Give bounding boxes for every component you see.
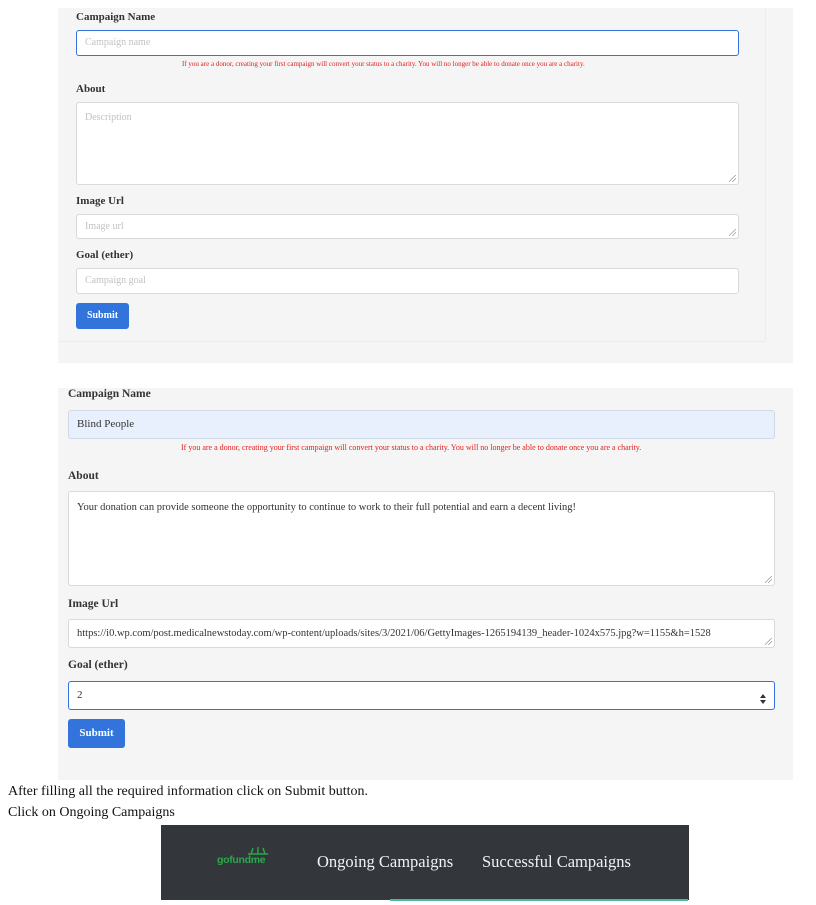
donor-warning-text: If you are a donor, creating your first campaign will convert your status to a charity. You will no longer be able to donate once you are a charity. [181,443,642,452]
goal-value: 2 [77,689,83,701]
image-url-placeholder: Image url [85,221,124,232]
goal-label: Goal (ether) [76,249,134,261]
campaign-name-label: Campaign Name [76,11,156,23]
nav-successful-campaigns[interactable]: Successful Campaigns [482,852,631,871]
submit-button[interactable]: Submit [68,719,125,748]
resize-handle-icon[interactable] [729,175,736,182]
navbar [161,825,689,900]
instruction-line-1: After filling all the required information click on Submit button. [8,784,369,799]
about-label: About [76,83,106,95]
campaign-form-filled [58,388,793,780]
navbar-accent-underline [390,899,688,901]
image-url-label: Image Url [76,195,124,207]
donor-warning-text: If you are a donor, creating your first campaign will convert your status to a charity. You will no longer be able to donate once you are a charity. [182,60,585,68]
resize-handle-icon[interactable] [765,576,772,583]
gofundme-logo[interactable] [217,851,291,869]
about-textarea[interactable] [76,102,739,185]
image-url-input[interactable] [76,214,739,239]
resize-handle-icon[interactable] [765,638,772,645]
image-url-value: https://i0.wp.com/post.medicalnewstoday.com/wp-content/uploads/sites/3/2021/06/GettyImages-1265194139_header-1024x575.jpg?w=1155&h=1528 [77,628,711,639]
submit-button[interactable]: Submit [76,303,129,329]
image-url-label: Image Url [68,598,119,610]
about-placeholder: Description [85,112,132,123]
instruction-line-2: Click on Ongoing Campaigns [8,805,175,820]
campaign-form-blank [58,8,793,363]
number-spinner-icon[interactable] [760,689,766,701]
nav-ongoing-campaigns[interactable]: Ongoing Campaigns [317,852,454,871]
image-url-input[interactable] [68,619,775,648]
gofundme-logo-icon [247,847,269,855]
resize-handle-icon[interactable] [729,229,736,236]
campaign-name-input[interactable]: Blind People [68,410,775,439]
campaign-name-input[interactable]: Campaign name [76,30,739,56]
goal-input[interactable] [68,681,775,710]
about-value: Your donation can provide someone the opportunity to continue to work to their full potential and earn a decent living! [77,502,577,513]
form-container [58,8,766,342]
campaign-name-label: Campaign Name [68,388,151,400]
goal-input[interactable]: Campaign goal [76,268,739,294]
logo-text: gofundme [217,854,266,866]
about-textarea[interactable] [68,491,775,586]
goal-label: Goal (ether) [68,659,128,671]
about-label: About [68,470,99,482]
